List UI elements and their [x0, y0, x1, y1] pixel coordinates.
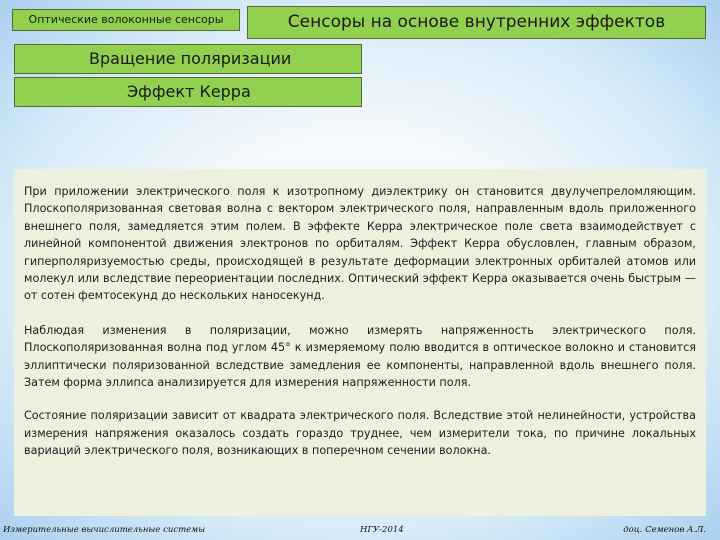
content-panel — [14, 169, 706, 516]
slide-title: Сенсоры на основе внутренних эффектов — [247, 6, 706, 39]
footer-author: доц. Семенов А.Л. — [623, 525, 706, 535]
paragraph-measurement: Наблюдая изменения в поляризации, можно измерять напряженность электрического поля. Плоскополяризованная волна под углом 45° к измеряемому полю вводится в оптическое волокно и становится эллиптически поляризованной вследствие замедления ее компоненты, направленной вдоль внешнего поля. Затем форма эллипса анализируется для измерения напряженности поля. — [24, 323, 696, 390]
footer-university: НГУ-2014 — [360, 525, 404, 535]
paragraph-kerr-description: При приложении электрического поля к изотропному диэлектрику он становится двулучепреломляющим. Плоскополяризованная световая волна с вектором электрического поля, направленным вдоль приложенного внешнего поля, замедляется этим полем. В эффекте Керра электрическое поле света взаимодействует с линейной компонентой движения электронов по орбиталям. Эффект Керра обусловлен, главным образом, гиперполяризуемостью среды, происходящей в результате деформации электронных орбиталей атомов или молекул или вследствие переориентации последних. Оптический эффект Керра оказывается очень быстрым — от сотен фемтосекунд до нескольких наносекунд. — [24, 185, 696, 303]
section-tag: Оптические волоконные сенсоры — [12, 9, 240, 31]
footer-course: Измерительные вычислительные системы — [3, 525, 206, 535]
subtitle-polarization-rotation: Вращение поляризации — [14, 44, 362, 74]
subtitle-kerr-effect: Эффект Керра — [14, 77, 362, 107]
paragraph-nonlinearity: Состояние поляризации зависит от квадрата электрического поля. Вследствие этой нелинейности, устройства измерения напряжения оказалось создать гораздо труднее, чем измерители тока, по причине локальных вариаций электрического поля, возникающих в поперечном сечении волокна. — [24, 409, 696, 458]
